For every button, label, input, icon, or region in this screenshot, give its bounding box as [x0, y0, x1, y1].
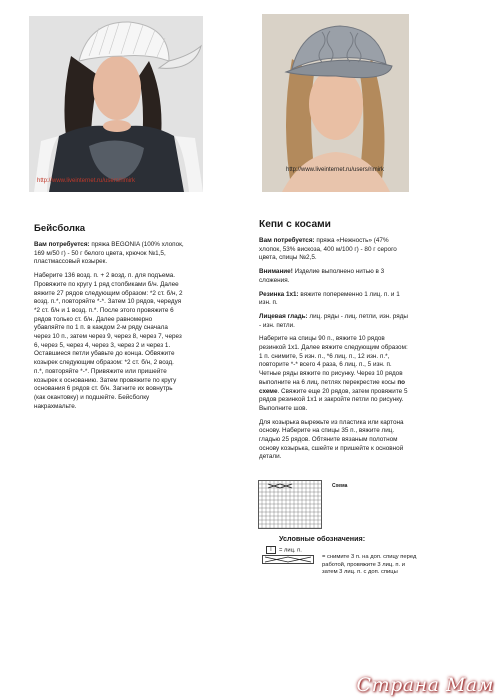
legend-title: Условные обозначения: [279, 534, 366, 543]
knitting-text: Наберите на спицы 90 п., вяжите 10 рядов резинкой 1х1. Далее вяжите следующим образом: 1 п. снимите, 5 изн. п., *6 лиц. п., 12 изн. п.*, повторите *-* всего 4 раза, 6 лиц. п., 5 изн. п. Четные ряды вяжите по рисунку. Через 10 рядов выполните на 6 лиц. петлях перекрестие косы [259, 335, 408, 386]
materials-paragraph [259, 237, 411, 263]
rib-label: Резинка 1х1: [259, 290, 299, 298]
materials-text: пряжа BEGONIA (100% хлопок, 169 м/50 г) - 50 г белого цвета, крючок №1,5, пластмассовый козырек. [34, 241, 184, 266]
attention-label: Внимание! [259, 268, 293, 276]
materials-label: Вам потребуется: [259, 237, 315, 244]
instructions-paragraph: Наберите 136 возд. п. + 2 возд. п. для подъема. Провяжите по кругу 1 ряд столбиками б/н. Далее вяжите 27 рядов следующим образом: *2 ст. б/н, 2 возд. п.*, повторяйте *-*. Затем 10 рядов, чередуя *2 ст. б/н и 1 возд. п.*. После этого провяжите 6 рядов только ст. б/н. Далее равномерно убавляйте по 1 п. в каждом 2-м ряду сначала через 10 п., затем через 9, через 8, через 7, через 6, через 5, через 4, через 3, через 2 и через 1. Оставшиеся петли убавьте до конца. Обвяжите козырек следующим образом: *2 ст. б/н, 2 возд. п.*, повторяйте *-*. Привяжите или пришейте козырек к основанию. Затем провяжите по кругу основания 6 рядов ст. б/н. Загните их вовнутрь (как окантовку) и подшейте. Бейсболку накрахмальте. [34, 272, 183, 410]
watermark-url: http://www.liveinternet.ru/users/rimirk [37, 178, 136, 184]
materials-text: пряжа «Нежность» (47% хлопок, 53% вискоза, 400 м/100 г) - 80 г серого цвета, спицы №2,5. [259, 237, 397, 262]
baseball-cap-photo [29, 16, 203, 192]
cable-cap-title: Кепи с косами [259, 219, 331, 230]
rib-text: вяжите попеременно 1 лиц. п. и 1 изн. п. [259, 290, 400, 307]
visor-paragraph: Для козырька вырежьте из пластика или картона основу. Наберите на спицы 35 п., вяжите лиц. гладью 25 рядов. Обтяните вязаным полотном основу козырька, сшейте и пришейте к основной детали. [259, 418, 404, 461]
scheme-reference: по схеме [259, 378, 406, 395]
knit-stitch-icon: I [266, 546, 276, 554]
knitting-paragraph [259, 335, 411, 413]
stockinette-label: Лицевая гладь: [259, 312, 308, 320]
attention-text: Изделие выполнено нитью в 3 сложения. [259, 268, 385, 284]
scheme-label: Схема [332, 483, 348, 489]
stockinette-text: лиц. ряды - лиц. петли, изн. ряды - изн. петли. [259, 312, 408, 329]
stockinette-paragraph [259, 313, 411, 330]
attention-paragraph [259, 268, 411, 285]
materials-paragraph [34, 241, 184, 267]
site-logo: Страна Мам [356, 674, 494, 696]
baseball-cap-title: Бейсболка [34, 223, 86, 234]
rib-paragraph [259, 291, 411, 308]
legend-knit-text: = лиц. п. [279, 547, 302, 554]
cable-cross-icon [262, 555, 314, 564]
cable-cap-photo [262, 14, 409, 192]
knitting-text-end: . Свяжите еще 20 рядов, затем провяжите 5 рядов резинкой 1х1 и закройте петли по рисунку. Выполните шов. [259, 387, 408, 412]
baseball-cap-instructions [34, 222, 184, 416]
cable-cap-instructions [259, 218, 411, 467]
legend-cable-text: = снимите 3 п. на доп. спицу перед работой, провяжите 3 лиц. п. и затем 3 лиц. п. с доп. спицы [322, 554, 417, 575]
watermark-url: http://www.liveinternet.ru/users/rimirk [286, 167, 385, 173]
legend-item-knit [266, 546, 302, 555]
materials-label: Вам потребуется: [34, 241, 90, 248]
knitting-scheme-grid [258, 480, 322, 529]
